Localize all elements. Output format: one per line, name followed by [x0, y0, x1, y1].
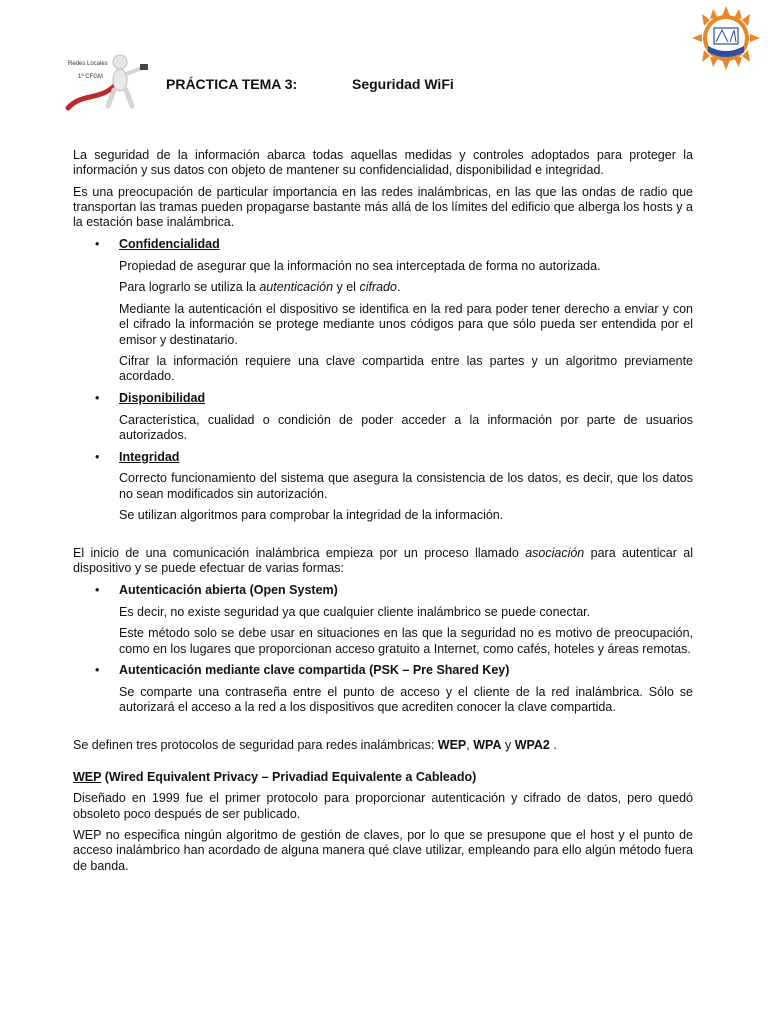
protocolos-paragraph: Se definen tres protocolos de seguridad para redes inalámbricas: WEP, WPA y WPA2 .	[73, 737, 557, 752]
psk-paragraph-1: Se comparte una contraseña entre el punto de acceso y el cliente de la red inalámbrica. Sólo se autorizará el acceso a la red a los dispositivos que acrediten conocer la clave compartida.	[119, 684, 693, 715]
bullet-dot: •	[95, 449, 100, 464]
section-title: Autenticación mediante clave compartida (PSK – Pre Shared Key)	[119, 663, 510, 678]
document-body	[73, 148, 693, 880]
bullet-dot: •	[95, 582, 100, 597]
section-title: Autenticación abierta (Open System)	[119, 582, 338, 597]
conf-paragraph-3: Mediante la autenticación el dispositivo se identifica en la red para poder tener derecho a enviar y con el cifrado la información se protege mediante unos códigos para que sólo pueda ser entendida por el emisor y destinatario.	[119, 302, 693, 347]
abierta-paragraph-2: Este método solo se debe usar en situaciones en las que la seguridad no es motivo de preocupación, como en los lugares que proporcionan acceso gratuito a Internet, como cafés, hoteles y áreas remotas.	[119, 626, 693, 656]
section-title: Disponibilidad	[119, 391, 206, 406]
bullet-dot: •	[95, 237, 100, 252]
section-title: Integridad	[119, 449, 180, 464]
bullet-auth-psk	[95, 663, 693, 678]
conf-paragraph-2: Para lograrlo se utiliza la autenticación y el cifrado.	[119, 280, 401, 295]
section-title: Confidencialidad	[119, 237, 220, 252]
bullet-integridad	[95, 449, 693, 465]
logo-line2: 1º CFGM	[78, 74, 103, 80]
disp-paragraph-1: Característica, cualidad o condición de poder acceder a la información por parte de usuarios autorizados.	[119, 412, 693, 443]
bullet-confidencialidad	[95, 237, 693, 252]
page-title-topic: Seguridad WiFi	[352, 76, 454, 92]
page-title-label: PRÁCTICA TEMA 3:	[166, 76, 298, 92]
intro-paragraph-2: Es una preocupación de particular importancia en las redes inalámbricas, en las que las ondas de radio que transportan las tramas pueden propagarse bastante más allá de los límites del edificio que alberga los hosts y a la estación base inalámbrica.	[73, 184, 693, 230]
school-emblem	[690, 6, 762, 70]
wep-paragraph-2: WEP no especifica ningún algoritmo de gestión de claves, por lo que se presupone que el host y el punto de acceso inalámbrico han acordado de alguna manera qué clave utilizar, empleando para ello algún método fuera de banda.	[73, 828, 693, 873]
course-logo	[62, 52, 152, 114]
integ-paragraph-2: Se utilizan algoritmos para comprobar la integridad de la información.	[119, 508, 504, 523]
asociacion-paragraph: El inicio de una comunicación inalámbrica empieza por un proceso llamado asociación para autenticar al dispositivo y se puede efectuar de varias formas:	[73, 546, 694, 576]
wep-paragraph-1: Diseñado en 1999 fue el primer protocolo para proporcionar autenticación y cifrado de datos, pero quedó obsoleto poco después de ser publicado.	[73, 791, 693, 821]
abierta-paragraph-1: Es decir, no existe seguridad ya que cualquier cliente inalámbrico se puede conectar.	[119, 604, 591, 619]
integ-paragraph-1: Correcto funcionamiento del sistema que asegura la consistencia de los datos, es decir, que los datos no sean modificados sin autorización.	[119, 471, 693, 501]
conf-paragraph-4: Cifrar la información requiere una clave compartida entre las partes y un algoritmo previamente acordado.	[119, 354, 693, 384]
bullet-dot: •	[95, 391, 100, 406]
bullet-auth-abierta	[95, 582, 693, 598]
conf-paragraph-1: Propiedad de asegurar que la información no sea interceptada de forma no autorizada.	[119, 258, 601, 273]
logo-line1: Redes Locales	[68, 61, 108, 67]
wep-heading: WEP (Wired Equivalent Privacy – Privadiad Equivalente a Cableado)	[73, 769, 477, 784]
sun-emblem-icon	[690, 6, 762, 70]
bullet-disponibilidad	[95, 391, 693, 406]
intro-paragraph-1: La seguridad de la información abarca todas aquellas medidas y controles adoptados para proteger la información y sus datos con objeto de mantener su confidencialidad, disponibilidad e integridad.	[73, 148, 693, 178]
bullet-dot: •	[95, 663, 100, 678]
